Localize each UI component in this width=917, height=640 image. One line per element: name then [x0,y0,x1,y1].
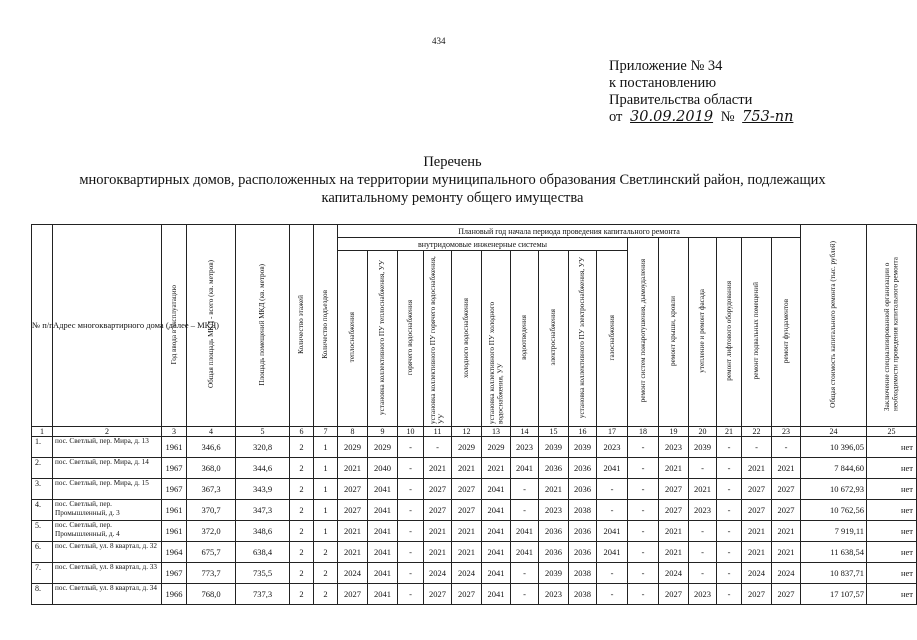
table-cell: 2041 [368,500,398,521]
table-cell: - [398,542,424,563]
table-body [32,437,917,605]
header-hot-water: горячего водоснабжения [398,251,424,427]
table-cell: 1 [314,500,338,521]
header-engineering-group: внутридомовые инженерные системы [338,238,628,251]
handwritten-number: 753-пп [742,109,794,125]
column-number-cell: 2 [53,427,162,437]
table-cell: 370,7 [187,500,236,521]
table-cell: 2023 [659,437,689,458]
table-cell: 2023 [539,500,569,521]
table-cell: 372,0 [187,521,236,542]
table-cell: 2041 [482,479,511,500]
table-cell: 2021 [452,542,482,563]
column-number-cell: 13 [482,427,511,437]
table-cell: - [398,458,424,479]
table-cell: 2023 [689,500,717,521]
table-cell: 1 [314,521,338,542]
table-cell: 2 [314,584,338,605]
table-cell: 2 [290,521,314,542]
table-cell: 2021 [539,479,569,500]
column-number-cell: 1 [32,427,53,437]
table-row [32,521,917,542]
table-cell: 347,3 [236,500,290,521]
header-fire-systems: ремонт систем пожаротушения, дымоудаления [628,238,659,427]
table-cell: - [511,500,539,521]
table-cell: 2041 [482,584,511,605]
table-cell: 2023 [511,437,539,458]
table-cell: 1 [314,437,338,458]
table-cell: - [424,437,452,458]
table-cell: - [597,563,628,584]
table-cell: 2024 [338,563,368,584]
row-index: 3. [32,479,53,500]
table-cell: 2027 [452,479,482,500]
appendix-block [609,58,797,126]
table-cell: 2023 [539,584,569,605]
column-number-cell: 6 [290,427,314,437]
table-cell: 2039 [539,437,569,458]
header-heat-meter: установка коллективного ПУ теплоснабжения, УУ [368,251,398,427]
table-cell: - [689,458,717,479]
column-number-row [32,427,917,437]
column-number-cell: 5 [236,427,290,437]
table-cell: 2041 [597,458,628,479]
table-cell: 2029 [452,437,482,458]
table-cell: 2041 [482,542,511,563]
table-cell: 1 [314,479,338,500]
table-cell: - [398,479,424,500]
table-cell: 1961 [162,521,187,542]
table-cell: 2027 [772,479,801,500]
column-number-cell: 11 [424,427,452,437]
header-total-area: Общая площадь МКД - всего (кв. метров) [187,225,236,427]
table-cell: - [628,437,659,458]
row-cost: 10 837,71 [801,563,867,584]
column-number-cell: 17 [597,427,628,437]
table-cell: - [628,479,659,500]
header-floors: Количество этажей [290,225,314,427]
column-number-cell: 22 [742,427,772,437]
table-cell: 2021 [482,458,511,479]
table-cell: 2027 [742,500,772,521]
table-cell: 2041 [368,563,398,584]
buildings-table [31,224,917,605]
table-cell: 2041 [511,542,539,563]
table-cell: 2036 [539,458,569,479]
table-cell: 638,4 [236,542,290,563]
row-conclusion: нет [867,563,917,584]
table-cell: 1964 [162,542,187,563]
table-cell: 2038 [569,500,597,521]
column-number-cell: 8 [338,427,368,437]
header-facade: утепление и ремонт фасада [689,238,717,427]
table-cell: 1 [314,458,338,479]
table-cell: 2021 [424,521,452,542]
table-cell: - [772,437,801,458]
table-cell: - [597,479,628,500]
header-num: № п/п [32,225,53,427]
table-cell: 2021 [452,521,482,542]
table-cell: 2021 [772,458,801,479]
table-cell: 2027 [424,479,452,500]
table-cell: 2041 [368,479,398,500]
table-cell: - [398,437,424,458]
table-cell: 2029 [338,437,368,458]
appendix-title: Приложение № 34 [609,58,723,74]
table-cell: 2027 [338,500,368,521]
table-row [32,584,917,605]
table-cell: 2027 [452,584,482,605]
table-cell: 2027 [659,584,689,605]
column-number-cell: 14 [511,427,539,437]
table-cell: 2024 [742,563,772,584]
row-index: 5. [32,521,53,542]
column-number-cell: 10 [398,427,424,437]
table-cell: 2036 [539,542,569,563]
table-cell: - [511,563,539,584]
header-entrances: Количество подъездов [314,225,338,427]
table-cell: 346,6 [187,437,236,458]
row-address: пос. Светлый, пер. Мира, д. 14 [53,458,162,479]
table-cell: 2 [314,542,338,563]
table-cell: 2041 [597,521,628,542]
table-cell: 2021 [742,458,772,479]
table-cell: 2036 [569,458,597,479]
table-cell: 2 [290,437,314,458]
table-cell: 2021 [338,521,368,542]
table-cell: 2036 [569,521,597,542]
table-cell: 2041 [368,542,398,563]
table-cell: 768,0 [187,584,236,605]
table-cell: 2039 [539,563,569,584]
table-cell: 1961 [162,500,187,521]
column-number-cell: 18 [628,427,659,437]
table-cell: 2040 [368,458,398,479]
table-cell: 2024 [772,563,801,584]
row-conclusion: нет [867,437,917,458]
table-cell: 2021 [659,542,689,563]
table-cell: 2024 [452,563,482,584]
row-cost: 7 919,11 [801,521,867,542]
table-cell: 2021 [742,542,772,563]
table-cell: 2041 [597,542,628,563]
table-cell: 735,5 [236,563,290,584]
table-cell: 2021 [742,521,772,542]
row-index: 8. [32,584,53,605]
header-roof: ремонт крыши, кровли [659,238,689,427]
table-cell: 2029 [368,437,398,458]
row-index: 4. [32,500,53,521]
table-cell: 2027 [742,479,772,500]
table-cell: 2 [290,479,314,500]
table-cell: 2039 [689,437,717,458]
number-prefix: № [720,109,735,125]
header-sewerage: водоотведения [511,251,539,427]
row-cost: 10 762,56 [801,500,867,521]
column-number-cell: 21 [717,427,742,437]
row-conclusion: нет [867,458,917,479]
table-cell: 2 [290,542,314,563]
table-cell: - [717,563,742,584]
table-cell: 2036 [569,542,597,563]
table-cell: - [717,521,742,542]
table-cell: - [689,521,717,542]
table-cell: - [628,500,659,521]
column-number-cell: 16 [569,427,597,437]
table-row [32,563,917,584]
row-cost: 17 107,57 [801,584,867,605]
column-number-cell: 3 [162,427,187,437]
table-cell: 343,9 [236,479,290,500]
table-cell: - [628,521,659,542]
table-cell: - [398,500,424,521]
table-cell: 2027 [659,479,689,500]
table-cell: 2029 [482,437,511,458]
table-cell: 2041 [482,500,511,521]
table-cell: 2021 [689,479,717,500]
appendix-date-line [609,109,797,126]
table-cell: 2 [290,500,314,521]
table-cell: 2041 [511,521,539,542]
table-cell: 1967 [162,479,187,500]
table-cell: 2024 [659,563,689,584]
header-address: Адрес многоквартирного дома (далее – МКД) [53,225,162,427]
table-cell: - [717,479,742,500]
table-cell: 2039 [569,437,597,458]
table-cell: 2036 [539,521,569,542]
row-cost: 11 638,54 [801,542,867,563]
table-cell: 367,3 [187,479,236,500]
column-number-cell: 24 [801,427,867,437]
table-row [32,437,917,458]
table-cell: - [398,584,424,605]
row-cost: 10 396,05 [801,437,867,458]
table-cell: 2021 [772,521,801,542]
row-conclusion: нет [867,584,917,605]
header-hot-water-meter: установка коллективного ПУ горячего водоснабжения, УУ [424,251,452,427]
table-cell: 1961 [162,437,187,458]
table-cell: 2 [314,563,338,584]
table-cell: 2038 [569,584,597,605]
table-cell: 2041 [368,521,398,542]
header-premises-area: Площадь помещений МКД (кв. метров) [236,225,290,427]
table-cell: 2041 [511,458,539,479]
title-line-3: капитальному ремонту общего имущества [321,190,584,206]
row-index: 6. [32,542,53,563]
table-cell: 2 [290,563,314,584]
table-cell: - [597,500,628,521]
title-line-2: многоквартирных домов, расположенных на территории муниципального образования Светлинский район, подлежащих [79,172,826,188]
row-address: пос. Светлый, пер. Промышленный, д. 3 [53,500,162,521]
row-conclusion: нет [867,500,917,521]
table-cell: - [717,542,742,563]
header-foundation: ремонт фундаментов [772,238,801,427]
row-address: пос. Светлый, ул. 8 квартал, д. 34 [53,584,162,605]
row-address: пос. Светлый, пер. Промышленный, д. 4 [53,521,162,542]
table-cell: 2027 [424,584,452,605]
title-line-1: Перечень [423,154,482,170]
table-cell: 2021 [424,458,452,479]
table-cell: - [628,458,659,479]
table-cell: 675,7 [187,542,236,563]
row-cost: 7 844,60 [801,458,867,479]
table-cell: 368,0 [187,458,236,479]
header-electricity: электроснабжения [539,251,569,427]
column-number-cell: 15 [539,427,569,437]
table-cell: 2027 [772,500,801,521]
table-cell: 1967 [162,458,187,479]
table-cell: 2027 [338,584,368,605]
table-cell: 2021 [659,521,689,542]
table-cell: 1967 [162,563,187,584]
table-cell: 2036 [569,479,597,500]
row-index: 1. [32,437,53,458]
column-number-cell: 25 [867,427,917,437]
table-cell: 737,3 [236,584,290,605]
table-cell: - [628,584,659,605]
table-cell: 2 [290,584,314,605]
table-cell: 2027 [742,584,772,605]
table-cell: 2021 [338,542,368,563]
page-number: 434 [432,36,446,46]
table-row [32,479,917,500]
table-cell: 1966 [162,584,187,605]
header-cold-water-meter: установка коллективного ПУ холодного водоснабжения, УУ [482,251,511,427]
table-cell: 344,6 [236,458,290,479]
table-cell: 2021 [338,458,368,479]
column-number-cell: 23 [772,427,801,437]
handwritten-date: 30.09.2019 [630,109,714,125]
row-conclusion: нет [867,521,917,542]
table-cell: 2024 [424,563,452,584]
table-cell: 2023 [597,437,628,458]
table-row [32,542,917,563]
appendix-line-2: к постановлению [609,75,717,91]
table-cell: 2027 [424,500,452,521]
table-cell: 2021 [424,542,452,563]
table-cell: - [689,542,717,563]
table-cell: 320,8 [236,437,290,458]
header-conclusion: Заключение специализированной организации о необходимости проведения капитального ремонта [867,225,917,427]
table-cell: - [511,584,539,605]
row-index: 7. [32,563,53,584]
column-number-cell: 19 [659,427,689,437]
table-cell: - [742,437,772,458]
header-cost: Общая стоимость капитального ремонта (тыс. рублей) [801,225,867,427]
header-cold-water: холодного водоснабжения [452,251,482,427]
column-number-cell: 9 [368,427,398,437]
table-cell: 2041 [482,521,511,542]
table-cell: - [717,584,742,605]
header-electricity-meter: установка коллективного ПУ электроснабжения, УУ [569,251,597,427]
table-cell: - [628,563,659,584]
header-heating: теплоснабжения [338,251,368,427]
date-prefix: от [609,109,623,125]
table-cell: - [511,479,539,500]
table-cell: 2021 [452,458,482,479]
table-cell: 773,7 [187,563,236,584]
table-cell: - [628,542,659,563]
header-elevator: ремонт лифтового оборудования [717,238,742,427]
header-gas: газоснабжения [597,251,628,427]
table-cell: 2 [290,458,314,479]
table-cell: - [597,584,628,605]
table-row [32,458,917,479]
table-cell: 2041 [368,584,398,605]
table-cell: 2027 [659,500,689,521]
row-cost: 10 672,93 [801,479,867,500]
table-cell: - [398,563,424,584]
row-address: пос. Светлый, ул. 8 квартал, д. 33 [53,563,162,584]
table-cell: 2041 [482,563,511,584]
appendix-line-3: Правительства области [609,92,753,108]
table-cell: - [717,500,742,521]
row-address: пос. Светлый, пер. Мира, д. 15 [53,479,162,500]
column-number-cell: 12 [452,427,482,437]
table-cell: 2038 [569,563,597,584]
table-cell: - [689,563,717,584]
header-basement: ремонт подвальных помещений [742,238,772,427]
header-year-built: Год ввода в эксплуатацию [162,225,187,427]
table-cell: 2027 [452,500,482,521]
row-index: 2. [32,458,53,479]
row-conclusion: нет [867,479,917,500]
document-title [0,153,905,207]
table-cell: - [398,521,424,542]
table-cell: 2027 [772,584,801,605]
row-conclusion: нет [867,542,917,563]
column-number-cell: 20 [689,427,717,437]
row-address: пос. Светлый, пер. Мира, д. 13 [53,437,162,458]
table-cell: 2023 [689,584,717,605]
column-number-cell: 4 [187,427,236,437]
table-cell: 2027 [338,479,368,500]
table-cell: 2021 [659,458,689,479]
column-number-cell: 7 [314,427,338,437]
table-cell: 348,6 [236,521,290,542]
table-cell: - [717,437,742,458]
row-address: пос. Светлый, ул. 8 квартал, д. 32 [53,542,162,563]
table-cell: - [717,458,742,479]
table-cell: 2021 [772,542,801,563]
table-row [32,500,917,521]
header-plan-group: Плановый год начала периода проведения капитального ремонта [338,225,801,238]
